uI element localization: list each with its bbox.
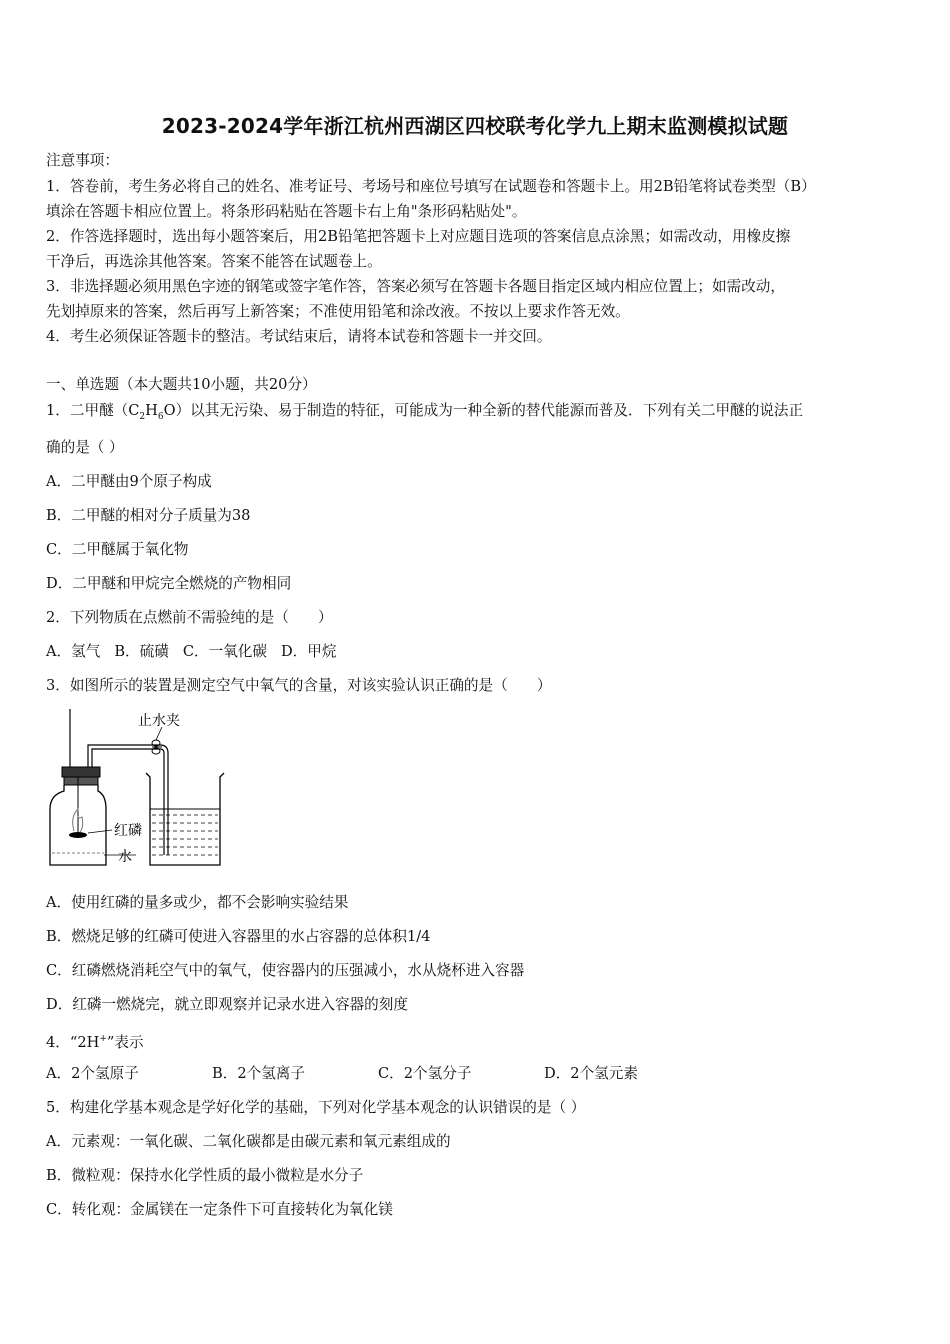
- question-5-stem: 5．构建化学基本观念是学好化学的基础，下列对化学基本观念的认识错误的是（ ）: [46, 1099, 586, 1116]
- notice-line: 填涂在答题卡相应位置上。将条形码粘贴在答题卡右上角"条形码粘贴处"。: [46, 203, 527, 220]
- section-heading: 一、单选题（本大题共10小题，共20分）: [46, 376, 317, 393]
- question-1-stem: 1．二甲醚$(C_2H_6O)$以其无污染、易于制造的特征，可能成为一种全新的替代能源而普及．下列有关二甲醚的说法正: [46, 402, 804, 422]
- label-water: 水: [118, 849, 132, 865]
- notice-heading: 注意事项：: [46, 152, 119, 169]
- question-5-option-a: A．元素观：一氧化碳、二氧化碳都是由碳元素和氧元素组成的: [46, 1133, 451, 1150]
- question-2-option-d: D．甲烷: [280, 643, 337, 660]
- question-2-options: [46, 642, 916, 662]
- question-3-option-c: C．红磷燃烧消耗空气中的氧气，使容器内的压强减小，水从烧杯进入容器: [46, 962, 525, 979]
- page-title: 2023-2024学年浙江杭州西湖区四校联考化学九上期末监测模拟试题: [161, 114, 789, 138]
- question-5-option-c: C．转化观：金属镁在一定条件下可直接转化为氧化镁: [46, 1201, 393, 1218]
- question-4-stem: 4．“2H+”表示: [46, 1033, 144, 1051]
- question-4-option-c: C．2个氢分子: [378, 1065, 472, 1082]
- question-3-option-a: A．使用红磷的量多或少，都不会影响实验结果: [46, 894, 349, 911]
- question-5-option-b: B．微粒观：保持水化学性质的最小微粒是水分子: [46, 1167, 364, 1184]
- question-1-option-d: D．二甲醚和甲烷完全燃烧的产物相同: [46, 575, 292, 592]
- apparatus-diagram: [40, 705, 240, 875]
- notice-line: 先划掉原来的答案，然后再写上新答案；不准使用铅笔和涂改液。不按以上要求作答无效。: [46, 303, 630, 320]
- notice-line: 干净后，再选涂其他答案。答案不能答在试题卷上。: [46, 253, 382, 270]
- question-1-stem-cont: 确的是（ ）: [46, 439, 124, 456]
- question-4-option-a: A．2个氢原子: [46, 1065, 139, 1082]
- question-4-options: [46, 1064, 916, 1084]
- question-2-option-a: A．氢气: [46, 643, 101, 660]
- question-2-stem: 2．下列物质在点燃前不需验纯的是（ ）: [46, 609, 333, 626]
- question-2-option-c: C．一氧化碳: [182, 643, 267, 660]
- question-3-option-d: D．红磷一燃烧完，就立即观察并记录水进入容器的刻度: [46, 996, 408, 1013]
- question-4-option-d: D．2个氢元素: [544, 1065, 638, 1082]
- question-1-option-a: A．二甲醚由9个原子构成: [46, 473, 212, 490]
- question-3-option-b: B．燃烧足够的红磷可使进入容器里的水占容器的总体积1/4: [46, 928, 431, 945]
- notice-line: 3．非选择题必须用黑色字迹的钢笔或签字笔作答，答案必须写在答题卡各题目指定区域内相应位置上；如需改动，: [46, 278, 785, 295]
- question-1-option-b: B．二甲醚的相对分子质量为38: [46, 507, 251, 524]
- notice-line: 2．作答选择题时，选出每小题答案后，用2B铅笔把答题卡上对应题目选项的答案信息点涂黑；如需改动，用橡皮擦: [46, 228, 791, 245]
- question-1-option-c: C．二甲醚属于氧化物: [46, 541, 189, 558]
- question-3-stem: 3．如图所示的装置是测定空气中氧气的含量，对该实验认识正确的是（ ）: [46, 677, 552, 694]
- question-2-option-b: B．硫磺: [114, 643, 169, 660]
- apparatus-figure: [40, 705, 240, 875]
- notice-line: 4．考生必须保证答题卡的整洁。考试结束后，请将本试卷和答题卡一并交回。: [46, 328, 552, 345]
- label-phosphorus: 红磷: [114, 823, 142, 839]
- label-clamp: 止水夹: [138, 713, 180, 729]
- notice-line: 1．答卷前，考生务必将自己的姓名、准考证号、考场号和座位号填写在试题卷和答题卡上。用2B铅笔将试卷类型（B）: [46, 178, 816, 195]
- question-4-option-b: B．2个氢离子: [212, 1065, 305, 1082]
